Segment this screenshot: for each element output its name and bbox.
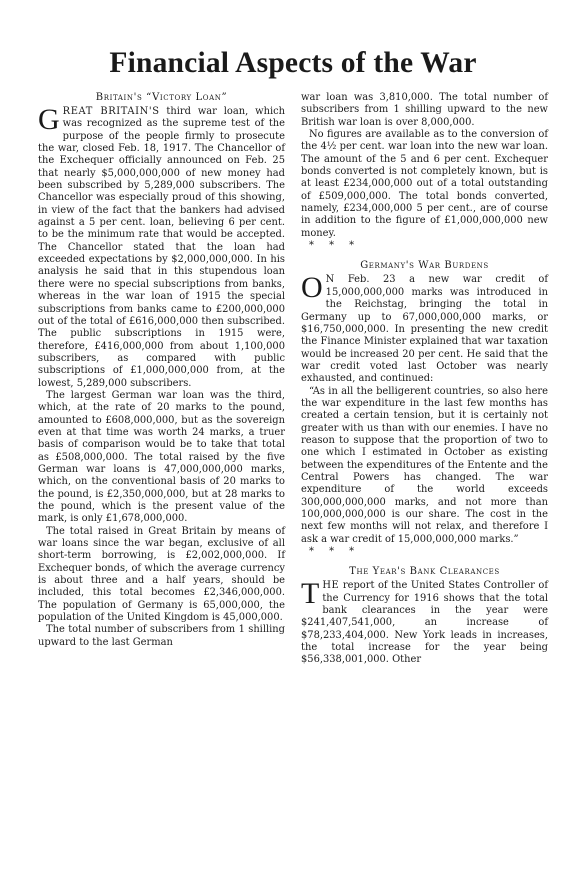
- section-heading-bank-clearances: The Year's Bank Clearances: [349, 566, 500, 578]
- paragraph-text: third war loan, which was recognized as the supreme test of the purpose of the people firmly to prosecute the war, closed Feb. 18, 1917. The Chancellor of the Exchequer officially announced on Feb. 25 that nearly $5,000,000,000 of new money had been subscribed by 5,289,000 subscribers. The Chancellor was especially proud of this showing, in view of the fact that the bankers had advised against a 5 per cent. loan, believing 6 per cent. to be the minimum rate that would be accepted. The Chancellor stated that the loan had exceeded expectations by $2,000,000,000. In his analysis he said that in this stupendous loan there were no special subscriptions from banks, whereas in the war loan of 1915 the special subscriptions from banks came to £200,000,000 out of the total of £616,000,000 then subscribed. The public subscriptions in 1915 were, therefore, £416,000,000 from about 1,100,000 subscribers, as compared with public subscriptions of £1,000,000,000 from, at the lowest, 5,289,000 subscribers.: [38, 106, 285, 389]
- victory-loan-paragraph-3: The total raised in Great Britain by means of war loans since the war began, exclusive of all short-term borrowing, is £2,002,000,000. If Exchequer bonds, of which the average currency is about three and a half years, should be included, this total becomes £2,346,000,000. The population of Germany is 65,000,000, the population of the United Kingdom is 45,000,000.: [38, 525, 285, 624]
- drop-cap: G: [38, 103, 60, 136]
- drop-cap: O: [301, 271, 323, 305]
- lead-small-caps: HE: [322, 580, 340, 592]
- german-burdens-paragraph-1: [301, 271, 548, 385]
- section-separator: * * *: [309, 240, 361, 252]
- victory-loan-paragraph-2: The largest German war loan was the third, which, at the rate of 20 marks to the pound, amounted to £608,000,000, but as the sovereign even at that time was worth 24 marks, a truer basis of comparison would be to take that total as £508,000,000. The total raised by the five German war loans is 47,000,000,000 marks, which, on the conventional basis of 20 marks to the pound, is £2,350,000,000, but at 28 marks to the pound, which is the present value of the mark, is only £1,678,000,000.: [38, 389, 285, 525]
- drop-cap: T: [301, 577, 320, 611]
- section-heading-german-burdens: Germany's War Burdens: [360, 260, 489, 272]
- lead-small-caps: REAT BRITAIN'S: [62, 106, 160, 117]
- victory-loan-paragraph-4-start: The total number of subscribers from 1 shilling upward to the last German: [38, 624, 285, 648]
- paragraph-text: N Feb. 23 a new war credit of 15,000,000,000 marks was introduced in the Reichstag, bringing the total in Germany up to 67,000,000,000 marks, or $16,750,000,000. In presenting the new credit the Finance Minister explained that war taxation would be increased 20 per cent. He said that the war credit voted last October was nearly exhausted, and continued:: [301, 274, 548, 385]
- victory-loan-paragraph-4-end: war loan was 3,810,000. The total number of subscribers from 1 shilling upward to the new British war loan is over 8,000,000.: [301, 92, 548, 128]
- page-title: Financial Aspects of the War: [109, 47, 477, 79]
- left-column: [38, 92, 285, 667]
- victory-loan-paragraph-1: [38, 103, 285, 390]
- article-columns: [38, 92, 548, 667]
- right-column: [301, 92, 548, 667]
- paragraph-text: report of the United States Controller of the Currency for 1916 shows that the total bank clearances in the year were $241,407,541,000, an increase of $78,233,404,000. New York leads in increases, the total increase for the year being $56,338,001,000. Other: [301, 580, 548, 666]
- victory-loan-paragraph-5: No figures are available as to the conversion of the 4½ per cent. war loan into the new war loan. The amount of the 5 and 6 per cent. Exchequer bonds converted is not completely known, but is at least £234,000,000 out of a total outstanding of £509,000,000. The total bonds converted, namely, £234,000,000 5 per cent., are of course in addition to the figure of £1,000,000,000 new money.: [301, 129, 548, 239]
- german-burdens-paragraph-2: “As in all the belligerent countries, so also here the war expenditure in the last few months has created a certain tension, but it is certainly not greater with us than with our enemies. I have no reason to suppose that the proportion of two to one which I estimated in October as existing between the expenditures of the Entente and the Central Powers has changed. The war expenditure of the world exceeds 300,000,000,000 marks, and not more than 100,000,000,000 is our share. The cost in the next few months will not relax, and therefore I ask a war credit of 15,000,000,000 marks.”: [301, 385, 548, 545]
- section-heading-victory-loan: Britain's “Victory Loan”: [95, 92, 228, 103]
- bank-clearances-paragraph-1: [301, 577, 548, 666]
- section-separator: * * *: [309, 546, 361, 558]
